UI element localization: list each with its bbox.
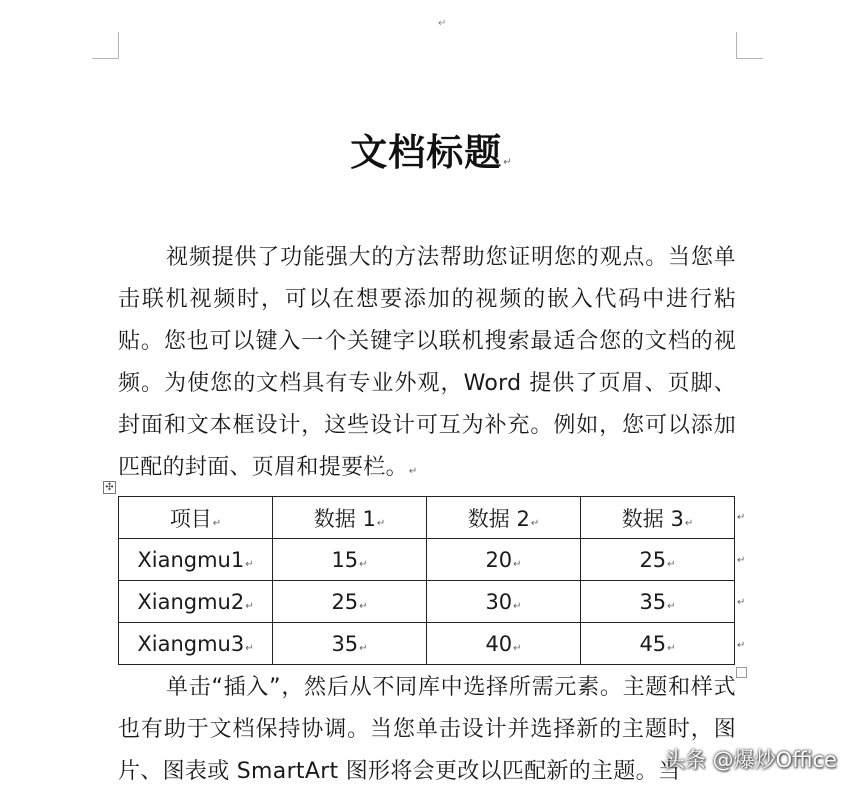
cell-end-mark: ↵ bbox=[513, 642, 522, 654]
table-cell-text: 15 bbox=[331, 547, 359, 572]
table-cell-text: 项目 bbox=[169, 506, 212, 531]
table-cell[interactable] bbox=[581, 581, 735, 623]
cell-end-mark: ↵ bbox=[376, 517, 386, 529]
table-cell[interactable] bbox=[581, 623, 735, 665]
table-cell[interactable] bbox=[273, 623, 427, 665]
row-end-mark: ↵ bbox=[737, 639, 746, 651]
cell-end-mark: ↵ bbox=[667, 642, 676, 654]
body-paragraph-1-text: 视频提供了功能强大的方法帮助您证明您的观点。当您单击联机视频时，可以在想要添加的视频的嵌入代码中进行粘贴。您也可以键入一个关键字以联机搜索最适合您的文档的视频。为使您的文档具有专业外观，Word 提供了页眉、页脚、封面和文本框设计，这些设计可互为补充。例如，您可以添加匹配的封面、页眉和提要栏。 bbox=[118, 245, 736, 480]
margin-corner-top-right bbox=[736, 32, 763, 59]
table-header-cell[interactable] bbox=[273, 497, 427, 539]
table-cell-text: 数据 2 bbox=[467, 506, 530, 531]
document-title-text: 文档标题 bbox=[350, 130, 503, 174]
table-cell-text: 25 bbox=[331, 589, 359, 614]
cell-end-mark: ↵ bbox=[359, 600, 368, 612]
body-paragraph-1[interactable] bbox=[118, 237, 736, 489]
table-cell[interactable] bbox=[119, 581, 273, 623]
row-end-mark: ↵ bbox=[737, 597, 746, 608]
table-cell[interactable] bbox=[427, 581, 581, 623]
table-row bbox=[119, 623, 735, 665]
cell-end-mark: ↵ bbox=[684, 517, 694, 529]
table-cell[interactable] bbox=[119, 539, 273, 581]
cell-end-mark: ↵ bbox=[359, 558, 368, 570]
table-cell-text: 35 bbox=[639, 589, 667, 614]
table-cell[interactable] bbox=[273, 581, 427, 623]
table-cell-text: 20 bbox=[485, 547, 513, 572]
cell-end-mark: ↵ bbox=[513, 558, 522, 570]
table-cell-text: 30 bbox=[485, 589, 513, 614]
table-cell-text: 35 bbox=[331, 631, 359, 656]
margin-corner-top-left bbox=[92, 32, 119, 59]
table-cell-text: Xiangmu1 bbox=[137, 547, 245, 572]
table-cell[interactable] bbox=[273, 539, 427, 581]
cell-end-mark: ↵ bbox=[359, 642, 368, 654]
table-cell[interactable] bbox=[581, 539, 735, 581]
table-cell-text: 25 bbox=[639, 547, 667, 572]
table-move-handle[interactable] bbox=[103, 481, 116, 494]
cell-end-mark: ↵ bbox=[245, 642, 254, 654]
cell-end-mark: ↵ bbox=[667, 600, 676, 612]
cell-end-mark: ↵ bbox=[667, 558, 676, 570]
table-cell[interactable] bbox=[427, 539, 581, 581]
document-title[interactable] bbox=[0, 122, 862, 176]
table-header-cell[interactable] bbox=[581, 497, 735, 539]
table-cell-text: 45 bbox=[639, 631, 667, 656]
row-end-mark: ↵ bbox=[737, 554, 746, 566]
cell-end-mark: ↵ bbox=[513, 600, 522, 612]
table-header-row bbox=[119, 497, 735, 539]
header-paragraph-mark: ↵ bbox=[438, 18, 447, 29]
table-header-cell[interactable] bbox=[119, 497, 273, 539]
table-cell-text: 数据 3 bbox=[621, 506, 684, 531]
cell-end-mark: ↵ bbox=[530, 517, 540, 529]
table-cell-text: Xiangmu2 bbox=[137, 589, 245, 614]
watermark: 头条 @爆炒Office bbox=[664, 748, 837, 772]
paragraph-mark: ↵ bbox=[503, 157, 512, 168]
table-cell-text: 数据 1 bbox=[313, 506, 376, 531]
table-cell-text: 40 bbox=[485, 631, 513, 656]
cell-end-mark: ↵ bbox=[245, 600, 254, 612]
table-row bbox=[119, 581, 735, 623]
table-header-cell[interactable] bbox=[427, 497, 581, 539]
row-end-mark: ↵ bbox=[737, 512, 746, 523]
body-paragraph-2[interactable] bbox=[118, 667, 736, 793]
table-row bbox=[119, 539, 735, 581]
cell-end-mark: ↵ bbox=[212, 517, 222, 529]
paragraph-mark: ↵ bbox=[408, 466, 418, 477]
table-cell[interactable] bbox=[119, 623, 273, 665]
move-cross-icon: ✣ bbox=[105, 482, 114, 493]
table-cell[interactable] bbox=[427, 623, 581, 665]
table-cell-text: Xiangmu3 bbox=[137, 631, 245, 656]
data-table[interactable] bbox=[118, 496, 735, 665]
cell-end-mark: ↵ bbox=[245, 558, 254, 570]
body-paragraph-2-text: 单击“插入”，然后从不同库中选择所需元素。主题和样式也有助于文档保持协调。当您单击设计并选择新的主题时，图片、图表或 SmartArt 图形将会更改以匹配新的主题。当 bbox=[118, 675, 736, 784]
table-resize-handle[interactable] bbox=[736, 667, 747, 678]
